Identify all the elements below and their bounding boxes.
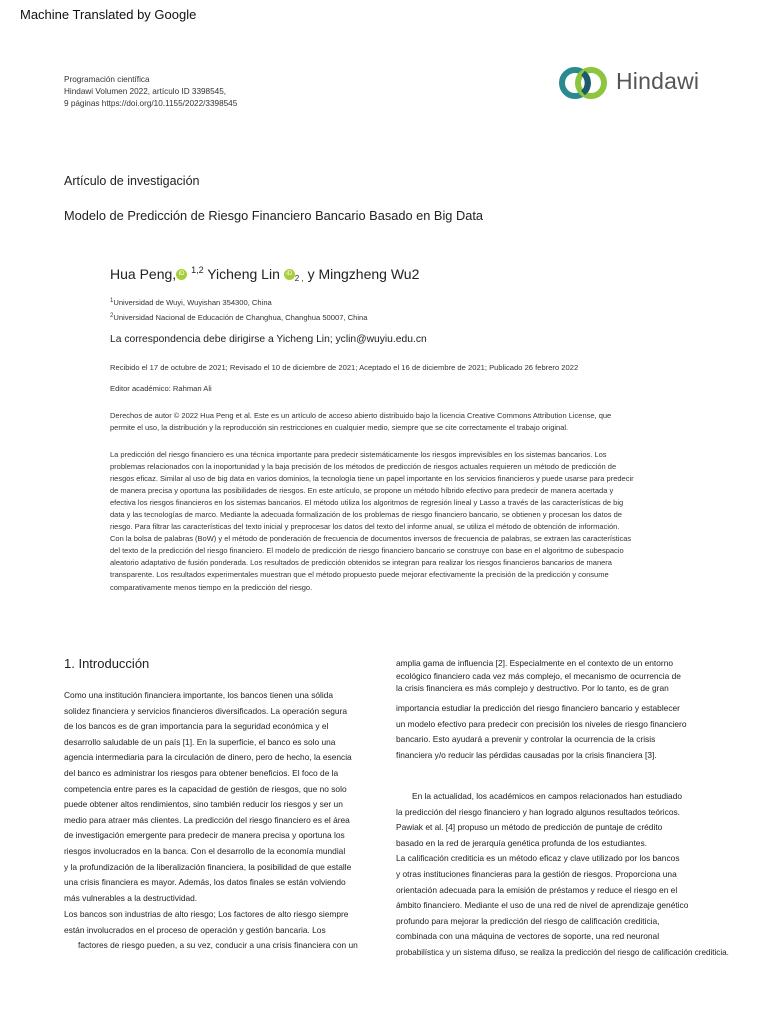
text-line: La calificación crediticia es un método eficaz y clave utilizado por los bancos (396, 853, 680, 864)
orcid-icon[interactable]: iD (284, 269, 295, 280)
abstract (110, 449, 710, 594)
abstract-line: problemas relacionados con la inoportunidad y la baja precisión de los métodos de predicción de riesgos actuales requieren un método de predicción de (110, 462, 617, 472)
text-line: y otras instituciones financieras para la gestión de riesgos. Proporciona una (396, 868, 677, 879)
abstract-line: efectiva los riesgos financieros en los sistemas bancarios. El método utiliza los algoritmos de regresión lineal y Lasso a través de las características de big (110, 498, 624, 508)
affiliation-number: 1 (110, 298, 114, 304)
text-line: desarrollo saludable de un país [1]. En la superficie, el banco es solo una (64, 736, 336, 747)
academic-editor: Editor académico: Rahman Ali (110, 384, 212, 393)
article-type: Artículo de investigación (64, 174, 200, 188)
text-line: la predicción del riesgo financiero y han logrado algunos resultados teóricos. (396, 806, 680, 817)
abstract-line: riesgo. Para filtrar las características del texto inicial y preprocesar los datos del texto del informe anual, se utiliza el método de obtención de información. (110, 522, 620, 532)
right-column-paragraph (396, 789, 729, 961)
text-line: amplia gama de influencia [2]. Especialmente en el contexto de un entorno (396, 658, 674, 668)
text-line: riesgos involucrados en la banca. Con el desarrollo de la economía mundial (64, 845, 346, 856)
left-column-paragraph (64, 688, 352, 906)
author-name: Yicheng Lin (207, 266, 280, 282)
abstract-line: comparativamente menos tiempo en la predicción del riesgo. (110, 582, 313, 592)
hindawi-logo-text: Hindawi (616, 68, 700, 94)
text-line: probabilística y un sistema difuso, se realiza la predicción del riesgo de calificación crediticia. (396, 947, 729, 957)
journal-line: Hindawi Volumen 2022, artículo ID 3398545, (64, 87, 227, 96)
copyright-line: permite el uso, la distribución y la reproducción sin restricciones en cualquier medio, siempre que se cite correctamente el trabajo original. (110, 423, 569, 433)
author-affiliation-marker: 1,2 (191, 265, 204, 275)
copyright-line: Derechos de autor © 2022 Hua Peng et al. Este es un artículo de acceso abierto distribuido bajo la licencia Creative Commons Attribution License, que (110, 411, 612, 420)
abstract-line: riesgos eficaz. Similar al uso de big data en varios dominios, la tecnología tiene un papel importante en los servicios financieros y puede usarse para predecir (110, 474, 634, 484)
text-line: Los bancos son industrias de alto riesgo; Los factores de alto riesgo siempre (64, 909, 349, 919)
abstract-line: Con la bolsa de palabras (BoW) y el método de ponderación de frecuencia de documentos inversos de frecuencia de palabras, se extraen las características (110, 534, 632, 544)
author-name: y Mingzheng Wu2 (307, 266, 420, 282)
copyright-notice (110, 410, 710, 434)
text-line: la crisis financiera es más complejo y destructivo. Por lo tanto, es de gran (396, 683, 669, 694)
abstract-line: de manera precisa y oportuna las posibilidades de riesgos. En este artículo, se propone un método híbrido efectivo para predecir de manera acertada y (110, 486, 614, 496)
right-column-paragraph (396, 701, 687, 763)
text-line: basado en la red de jerarquía genética profunda de los estudiantes. (396, 837, 647, 848)
text-line: importancia estudiar la predicción del riesgo financiero bancario y establecer (396, 703, 680, 713)
text-line: En la actualidad, los académicos en campos relacionados han estudiado (412, 791, 683, 801)
journal-line: 9 páginas https://doi.org/10.1155/2022/3398545 (64, 99, 238, 108)
section-heading: 1. Introducción (64, 656, 150, 671)
abstract-line: aleatorio adaptativo de fusión ponderada. Los resultados de predicción obtenidos se integran para realizar los riesgos financieros bancarios de manera (110, 558, 612, 568)
text-line: de los bancos es de gran importancia para la seguridad económica y el (64, 721, 329, 732)
text-line: orientación adecuada para la emisión de préstamos y reduce el riesgo en el (396, 884, 678, 895)
abstract-line: del texto de la predicción del riesgo financiero. El modelo de predicción de riesgo financiero bancario se construye con base en el algoritmo de subespacio (110, 546, 624, 556)
author-affiliation-marker: 2 , (294, 274, 304, 283)
article-title: Modelo de Predicción de Riesgo Financiero Bancario Basado en Big Data (64, 208, 483, 223)
hindawi-logo (556, 62, 716, 104)
text-line: profundo para mejorar la predicción del riesgo de calificación crediticia, (396, 915, 660, 926)
text-line: agencia intermediaria para la circulación de dinero, pero de hecho, la esencia (64, 752, 352, 763)
left-column-paragraph (64, 907, 358, 954)
text-line: un modelo efectivo para predecir con precisión los niveles de riesgo financiero (396, 718, 687, 729)
affiliation-text: Universidad Nacional de Educación de Changhua, Changhua 50007, China (113, 313, 368, 322)
text-line: combinada con una máquina de vectores de soporte, una red neuronal (396, 931, 660, 942)
publication-dates: Recibido el 17 de octubre de 2021; Revisado el 10 de diciembre de 2021; Aceptado el 16 de diciembre de 2021; Publicado 26 febrero 2022 (110, 363, 579, 372)
text-line: ecológico financiero cada vez más complejo, el mecanismo de ocurrencia de (396, 670, 681, 681)
right-column-paragraph (396, 657, 681, 695)
text-line: medio para atraer más clientes. La predicción del riesgo financiero es el área (64, 814, 350, 825)
author-list (110, 266, 419, 282)
text-line: del banco es administrar los riesgos para obtener beneficios. El foco de la (64, 767, 339, 778)
text-line: bancario. Esto ayudará a prevenir y controlar la ocurrencia de la crisis (396, 734, 656, 745)
machine-translation-banner: Machine Translated by Google (20, 7, 197, 22)
hindawi-logo-icon (556, 62, 612, 104)
abstract-line: data y las tecnologías de marco. Mediante la adecuada formalización de los problemas de riesgo financiero bancario, se obtienen y procesan los datos de (110, 510, 622, 520)
journal-metadata (64, 74, 237, 110)
abstract-line: transparente. Los resultados experimentales muestran que el método propuesto puede mejorar efectivamente la precisión de la predicción y consume (110, 570, 609, 580)
text-line: factores de riesgo pueden, a su vez, conducir a una crisis financiera con un (78, 940, 358, 951)
affiliation-text: Universidad de Wuyi, Wuyishan 354300, China (113, 298, 272, 307)
affiliation-number: 2 (110, 313, 114, 319)
text-line: puede obtener altos rendimientos, sino también reducir los riesgos y ser un (64, 799, 343, 810)
text-line: más vulnerables a la destructividad. (64, 892, 198, 903)
text-line: competencia entre pares es la capacidad de gestión de riesgos, que no solo (64, 783, 347, 794)
orcid-icon[interactable]: iD (176, 269, 187, 280)
affiliation (110, 298, 272, 307)
abstract-line: La predicción del riesgo financiero es una técnica importante para predecir sistemáticamente los riesgos imprevisibles en los sistemas bancarios. Los (110, 450, 607, 459)
text-line: de investigación emergente para predecir de manera precisa y oportuna los (64, 830, 345, 841)
text-line: Como una institución financiera importante, los bancos tienen una sólida (64, 690, 334, 700)
text-line: financiera y/o reducir las pérdidas causadas por la crisis financiera [3]. (396, 749, 657, 760)
author-name: Hua Peng, (110, 266, 177, 282)
text-line: y la profundización de la liberalización financiera, la posibilidad de que estalle (64, 861, 352, 872)
text-line: Pawiak et al. [4] propuso un método de predicción de puntaje de crédito (396, 822, 663, 833)
text-line: están involucrados en el proceso de operación y gestión bancaria. Los (64, 924, 326, 935)
text-line: ámbito financiero. Mediante el uso de una red de nivel de aprendizaje genético (396, 900, 689, 911)
affiliation (110, 313, 368, 322)
correspondence-line: La correspondencia debe dirigirse a Yicheng Lin; yclin@wuyiu.edu.cn (110, 334, 427, 345)
text-line: una crisis financiera es mayor. Además, los datos finales se están volviendo (64, 877, 346, 888)
journal-line: Programación científica (64, 75, 150, 84)
text-line: solidez financiera y servicios financieros diversificados. La operación segura (64, 705, 348, 716)
